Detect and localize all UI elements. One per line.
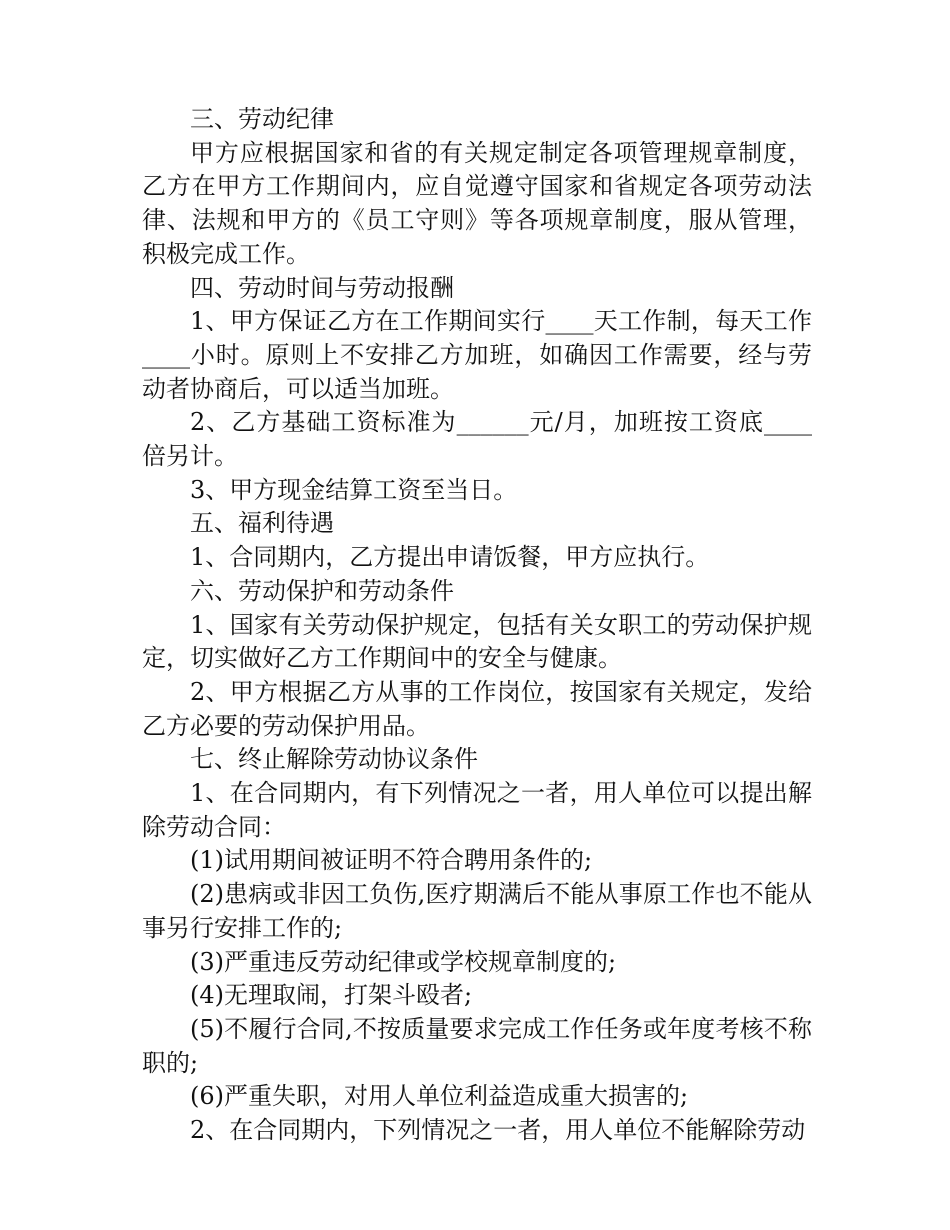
list-item-termination-3: (3)严重违反劳动纪律或学校规章制度的; [190,947,617,976]
clause-base-salary: 2、乙方基础工资标准为______元/月，加班按工资底____倍另计。 [142,408,812,471]
section-heading-work-time-pay: 四、劳动时间与劳动报酬 [190,273,454,302]
list-item-termination-2: (2)患病或非因工负伤,医疗期满后不能从事原工作也不能从事另行安排工作的; [142,880,812,942]
clause-salary-settlement: 3、甲方现金结算工资至当日。 [190,475,518,504]
list-item-termination-4: (4)无理取闹，打架斗殴者; [190,981,473,1010]
clause-protection-equipment: 2、甲方根据乙方从事的工作岗位，按国家有关规定，发给乙方必要的劳动保护用品。 [142,677,812,740]
list-item-termination-5: (5)不履行合同,不按质量要求完成工作任务或年度考核不称职的; [142,1014,812,1077]
clause-termination-conditions: 1、在合同期内，有下列情况之一者，用人单位可以提出解除劳动合同： [142,779,812,841]
clause-meals: 1、合同期内，乙方提出申请饭餐，甲方应执行。 [190,543,710,572]
section-heading-labor-protection: 六、劳动保护和劳动条件 [190,576,454,605]
list-item-termination-6: (6)严重失职，对用人单位利益造成重大损害的; [190,1082,689,1111]
clause-protection-regulations: 1、国家有关劳动保护规定，包括有关女职工的劳动保护规定，切实做好乙方工作期间中的安全与健康。 [142,610,812,673]
clause-work-schedule: 1、甲方保证乙方在工作期间实行____天工作制，每天工作____小时。原则上不安排乙方加班，如确因工作需要，经与劳动者协商后，可以适当加班。 [142,307,812,403]
document-body [142,103,812,1148]
paragraph-labor-discipline: 甲方应根据国家和省的有关规定制定各项管理规章制度，乙方在甲方工作期间内，应自觉遵守国家和省规定各项劳动法律、法规和甲方的《员工守则》等各项规章制度，服从管理，积极完成工作。 [142,138,812,268]
section-heading-termination: 七、终止解除劳动协议条件 [190,745,478,774]
section-heading-labor-discipline: 三、劳动纪律 [190,105,334,133]
section-heading-welfare: 五、福利待遇 [190,509,334,538]
list-item-termination-1: (1)试用期间被证明不符合聘用条件的; [190,846,593,875]
clause-no-termination: 2、在合同期内，下列情况之一者，用人单位不能解除劳动 [190,1116,806,1145]
